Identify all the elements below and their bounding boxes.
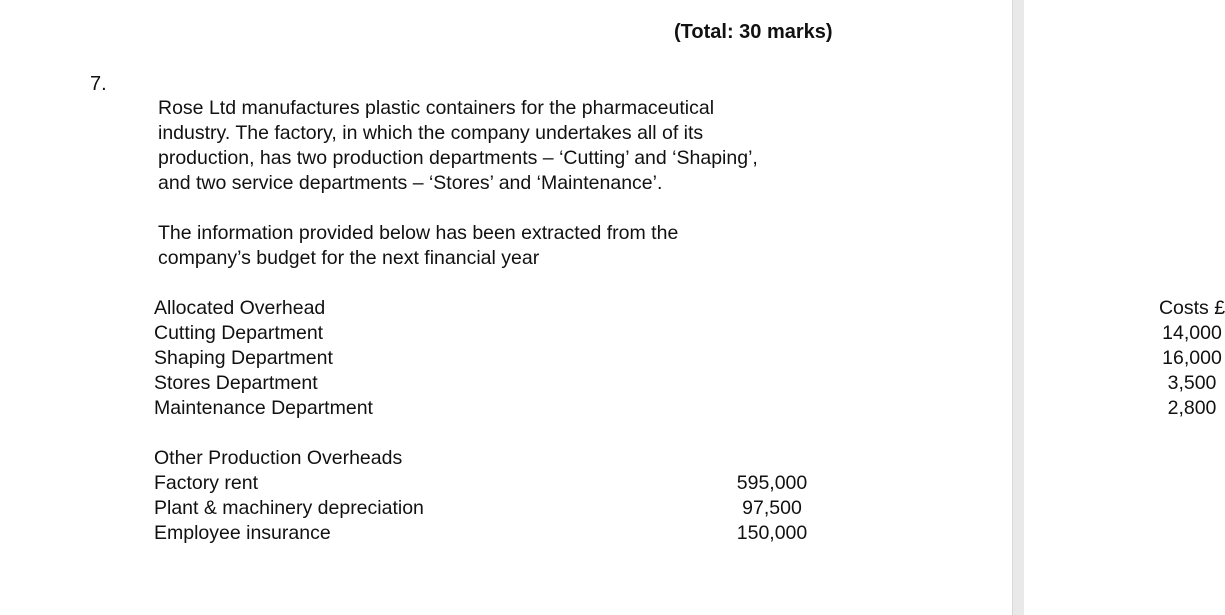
row-value: 595,000	[736, 472, 808, 494]
row-label: Stores Department	[154, 372, 318, 394]
intro-line: industry. The factory, in which the company undertakes all of its	[158, 122, 704, 144]
row-value: 16,000	[1162, 347, 1222, 369]
allocated-overhead-heading: Allocated Overhead	[154, 297, 326, 319]
row-label: Employee insurance	[154, 522, 331, 544]
info-line: The information provided below has been extracted from the	[158, 222, 679, 244]
row-label: Cutting Department	[154, 322, 324, 344]
table-row	[154, 496, 802, 521]
other-overheads-heading: Other Production Overheads	[154, 447, 403, 469]
row-value: 150,000	[736, 522, 808, 544]
row-value: 97,500	[742, 497, 802, 519]
question-number: 7.	[90, 73, 107, 95]
row-value: 3,500	[1167, 372, 1217, 394]
row-label: Factory rent	[154, 472, 259, 494]
total-marks: (Total: 30 marks)	[674, 21, 833, 43]
row-value: 14,000	[1162, 322, 1222, 344]
table-row	[154, 396, 1217, 421]
intro-line: Rose Ltd manufactures plastic containers for the pharmaceutical	[158, 97, 715, 119]
table-row	[154, 321, 1222, 346]
table-row	[154, 371, 1217, 396]
table-row	[154, 346, 1222, 371]
intro-line: production, has two production departments – ‘Cutting’ and ‘Shaping’,	[158, 147, 758, 169]
info-paragraph	[158, 221, 678, 271]
costs-heading: Costs £	[1158, 297, 1225, 319]
table-row	[154, 471, 808, 496]
row-label: Maintenance Department	[154, 397, 373, 419]
info-line: company’s budget for the next financial year	[158, 247, 540, 269]
table-header-row	[154, 296, 1225, 321]
row-value: 2,800	[1167, 397, 1217, 419]
intro-line: and two service departments – ‘Stores’ and ‘Maintenance’.	[158, 172, 663, 194]
viewer-edge	[1012, 0, 1024, 615]
allocated-overhead-table	[154, 296, 1225, 421]
row-label: Shaping Department	[154, 347, 333, 369]
table-header-row	[154, 446, 574, 471]
other-overheads-table	[154, 446, 808, 546]
intro-paragraph	[158, 96, 758, 196]
table-row	[154, 521, 808, 546]
row-label: Plant & machinery depreciation	[154, 497, 424, 519]
